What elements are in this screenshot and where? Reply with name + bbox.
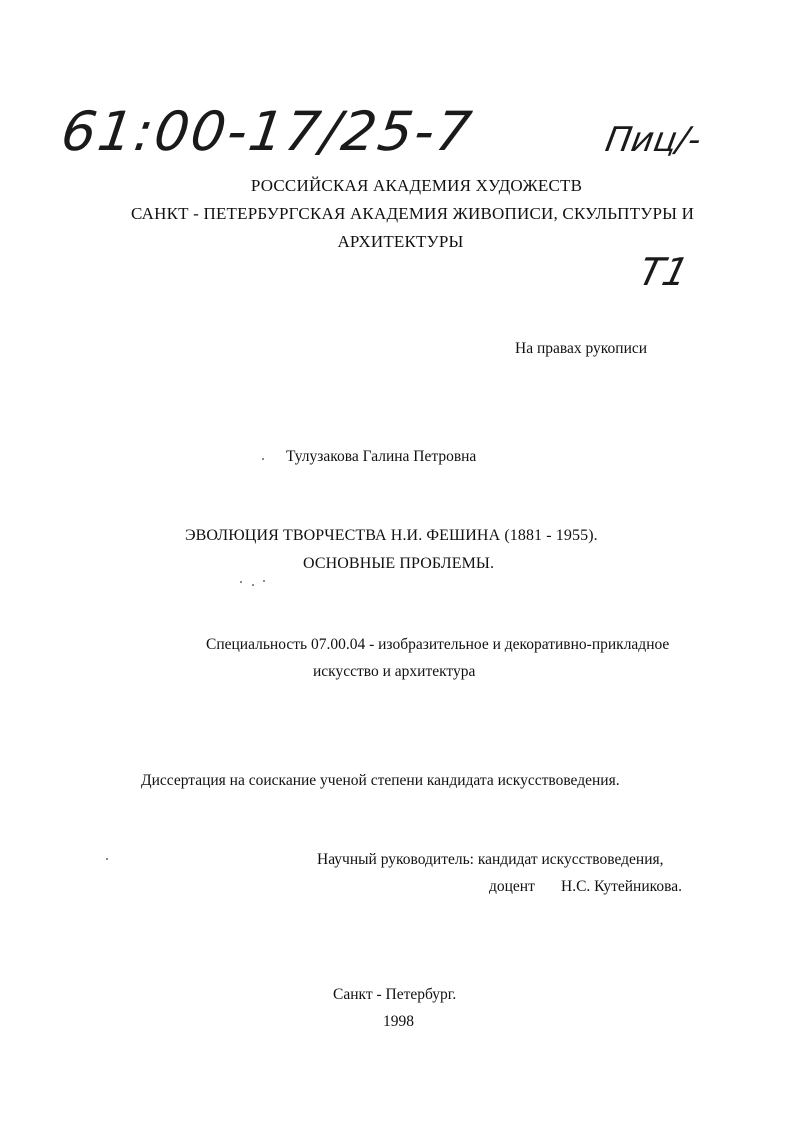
scan-speck (106, 858, 108, 860)
academy-name-line3: АРХИТЕКТУРЫ (337, 232, 464, 251)
scan-speck (263, 580, 265, 582)
scan-speck (262, 458, 264, 460)
dissertation-title-line2: ОСНОВНЫЕ ПРОБЛЕМЫ. (303, 555, 495, 572)
author-name: Тулузакова Галина Петровна (286, 448, 477, 465)
handwritten-mark-t1: Т1 (634, 250, 693, 294)
academy-name-line2: САНКТ - ПЕТЕРБУРГСКАЯ АКАДЕМИЯ ЖИВОПИСИ, СКУЛЬПТУРЫ И (130, 204, 695, 223)
manuscript-rights-note: На правах рукописи (515, 340, 648, 357)
scan-speck (240, 581, 242, 583)
handwritten-catalog-number: 61:00-17/25-7 (57, 100, 478, 163)
dissertation-statement: Диссертация на соискание ученой степени кандидата искусствоведения. (141, 772, 620, 789)
city: Санкт - Петербург. (333, 986, 457, 1003)
advisor-name: Н.С. Кутейникова. (561, 878, 682, 895)
dissertation-title-line1: ЭВОЛЮЦИЯ ТВОРЧЕСТВА Н.И. ФЕШИНА (1881 - 1955). (185, 527, 598, 544)
advisor-line1: Научный руководитель: кандидат искусствоведения, (317, 851, 664, 868)
academy-name-line1: РОССИЙСКАЯ АКАДЕМИЯ ХУДОЖЕСТВ (250, 176, 583, 195)
year: 1998 (383, 1013, 414, 1030)
specialty-line1: Специальность 07.00.04 - изобразительное и декоративно-прикладное (206, 636, 670, 653)
advisor-rank: доцент (489, 878, 535, 895)
handwritten-mark-top-right: Пиц/- (602, 120, 705, 160)
specialty-line2: искусство и архитектура (313, 663, 476, 680)
scan-speck (252, 584, 254, 586)
